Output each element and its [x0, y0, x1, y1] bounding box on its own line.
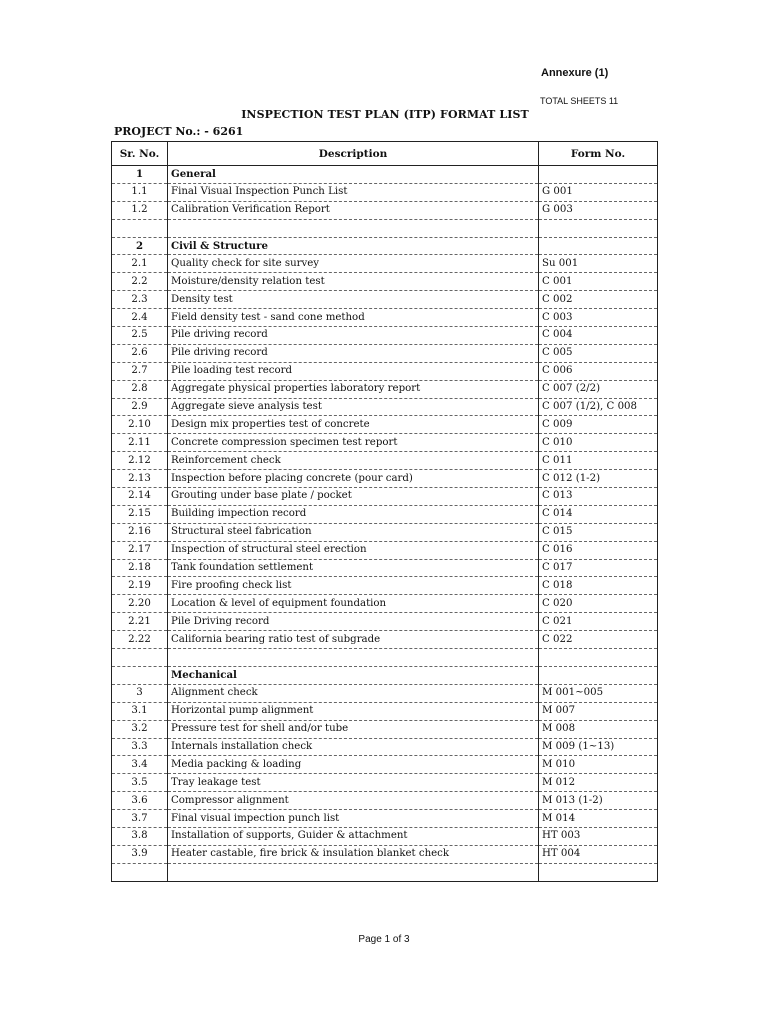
form-no-cell: C 021: [539, 613, 658, 631]
form-no-cell: C 015: [539, 523, 658, 541]
sr-no-cell: 2.4: [112, 309, 168, 327]
table-row: [112, 201, 658, 219]
form-no-cell: [539, 649, 658, 667]
table-row: [112, 380, 658, 398]
form-no-cell: C 005: [539, 344, 658, 362]
sr-no-cell: 2.22: [112, 631, 168, 649]
table-row: [112, 720, 658, 738]
description-cell: Inspection of structural steel erection: [168, 541, 539, 559]
table-row: [112, 613, 658, 631]
description-cell: Installation of supports, Guider & attachment: [168, 827, 539, 845]
description-cell: Grouting under base plate / pocket: [168, 488, 539, 506]
table-row: [112, 631, 658, 649]
form-no-cell: M 010: [539, 756, 658, 774]
description-cell: Design mix properties test of concrete: [168, 416, 539, 434]
sr-no-cell: [112, 649, 168, 667]
sr-no-cell: 1.1: [112, 183, 168, 201]
section-header-row: [112, 237, 658, 255]
description-cell: Concrete compression specimen test report: [168, 434, 539, 452]
description-cell: [168, 649, 539, 667]
table-row: [112, 541, 658, 559]
table-row: [112, 810, 658, 828]
sr-no-cell: 2.10: [112, 416, 168, 434]
sr-no-cell: [112, 666, 168, 684]
description-cell: Alignment check: [168, 684, 539, 702]
sr-no-cell: 2.16: [112, 523, 168, 541]
column-header-sr-no: Sr. No.: [112, 142, 168, 166]
table-row: [112, 649, 658, 667]
description-cell: Fire proofing check list: [168, 577, 539, 595]
sr-no-cell: 2.19: [112, 577, 168, 595]
table-row: [112, 309, 658, 327]
itp-format-table: [111, 141, 658, 882]
description-cell: Media packing & loading: [168, 756, 539, 774]
sr-no-cell: 2.6: [112, 344, 168, 362]
sr-no-cell: 3.9: [112, 845, 168, 863]
description-cell: Reinforcement check: [168, 452, 539, 470]
table-row: [112, 505, 658, 523]
sr-no-cell: 2.2: [112, 273, 168, 291]
sr-no-cell: 2.21: [112, 613, 168, 631]
description-cell: [168, 863, 539, 881]
sr-no-cell: 2.18: [112, 559, 168, 577]
table-row: [112, 827, 658, 845]
form-no-cell: HT 004: [539, 845, 658, 863]
form-no-cell: C 001: [539, 273, 658, 291]
sr-no-cell: 1.2: [112, 201, 168, 219]
description-cell: Final Visual Inspection Punch List: [168, 183, 539, 201]
form-no-cell: [539, 166, 658, 184]
sr-no-cell: 2.3: [112, 291, 168, 309]
table-row: [112, 488, 658, 506]
description-cell: Inspection before placing concrete (pour card): [168, 470, 539, 488]
table-row: [112, 183, 658, 201]
form-no-cell: C 006: [539, 362, 658, 380]
section-header-row: [112, 166, 658, 184]
table-row: [112, 470, 658, 488]
project-number: PROJECT No.: - 6261: [114, 125, 244, 138]
table-row: [112, 452, 658, 470]
description-cell: Mechanical: [168, 666, 539, 684]
table-row: [112, 273, 658, 291]
sr-no-cell: [112, 863, 168, 881]
description-cell: Heater castable, fire brick & insulation blanket check: [168, 845, 539, 863]
sr-no-cell: 2.13: [112, 470, 168, 488]
description-cell: Pressure test for shell and/or tube: [168, 720, 539, 738]
column-header-description: Description: [168, 142, 539, 166]
description-cell: Pile driving record: [168, 327, 539, 345]
table-row: [112, 255, 658, 273]
sr-no-cell: 2.12: [112, 452, 168, 470]
form-no-cell: M 013 (1-2): [539, 792, 658, 810]
description-cell: Density test: [168, 291, 539, 309]
table-row: [112, 416, 658, 434]
table-row: [112, 219, 658, 237]
table-row: [112, 577, 658, 595]
table-body: [112, 166, 658, 882]
form-no-cell: C 018: [539, 577, 658, 595]
form-no-cell: [539, 863, 658, 881]
sr-no-cell: 2.1: [112, 255, 168, 273]
form-no-cell: C 003: [539, 309, 658, 327]
description-cell: [168, 219, 539, 237]
form-no-cell: HT 003: [539, 827, 658, 845]
table-row: [112, 327, 658, 345]
description-cell: Field density test - sand cone method: [168, 309, 539, 327]
table-header: [112, 142, 658, 166]
description-cell: General: [168, 166, 539, 184]
description-cell: Aggregate physical properties laboratory report: [168, 380, 539, 398]
table-row: [112, 595, 658, 613]
table-row: [112, 559, 658, 577]
sr-no-cell: 3.4: [112, 756, 168, 774]
annexure-label: Annexure (1): [541, 67, 609, 79]
form-no-cell: C 004: [539, 327, 658, 345]
description-cell: Tray leakage test: [168, 774, 539, 792]
form-no-cell: M 014: [539, 810, 658, 828]
form-no-cell: C 016: [539, 541, 658, 559]
sr-no-cell: 1: [112, 166, 168, 184]
table-row: [112, 845, 658, 863]
form-no-cell: C 011: [539, 452, 658, 470]
form-no-cell: M 007: [539, 702, 658, 720]
document-title: [0, 108, 768, 121]
form-no-cell: C 014: [539, 505, 658, 523]
table-row: [112, 863, 658, 881]
sr-no-cell: 3.2: [112, 720, 168, 738]
table-row: [112, 291, 658, 309]
table-row: [112, 434, 658, 452]
description-cell: Pile loading test record: [168, 362, 539, 380]
form-no-cell: C 002: [539, 291, 658, 309]
form-no-cell: M 001~005: [539, 684, 658, 702]
table-row: [112, 738, 658, 756]
sr-no-cell: 3.1: [112, 702, 168, 720]
total-sheets-label: TOTAL SHEETS 11: [540, 96, 619, 106]
page-number: Page 1 of 3: [358, 934, 410, 945]
document-title-text: INSPECTION TEST PLAN (ITP) FORMAT LIST: [241, 108, 529, 121]
description-cell: Pile Driving record: [168, 613, 539, 631]
sr-no-cell: 3: [112, 684, 168, 702]
description-cell: Pile driving record: [168, 344, 539, 362]
sr-no-cell: 3.6: [112, 792, 168, 810]
sr-no-cell: 3.5: [112, 774, 168, 792]
sr-no-cell: 2.14: [112, 488, 168, 506]
description-cell: Aggregate sieve analysis test: [168, 398, 539, 416]
form-no-cell: G 001: [539, 183, 658, 201]
form-no-cell: C 022: [539, 631, 658, 649]
description-cell: Location & level of equipment foundation: [168, 595, 539, 613]
sr-no-cell: 2.7: [112, 362, 168, 380]
table-row: [112, 362, 658, 380]
sr-no-cell: 2.9: [112, 398, 168, 416]
description-cell: Civil & Structure: [168, 237, 539, 255]
description-cell: Compressor alignment: [168, 792, 539, 810]
table-row: [112, 756, 658, 774]
form-no-cell: G 003: [539, 201, 658, 219]
form-no-cell: [539, 666, 658, 684]
sr-no-cell: 2.17: [112, 541, 168, 559]
sr-no-cell: 2.5: [112, 327, 168, 345]
sr-no-cell: [112, 219, 168, 237]
form-no-cell: C 007 (2/2): [539, 380, 658, 398]
form-no-cell: C 012 (1-2): [539, 470, 658, 488]
description-cell: Final visual impection punch list: [168, 810, 539, 828]
description-cell: California bearing ratio test of subgrade: [168, 631, 539, 649]
description-cell: Building impection record: [168, 505, 539, 523]
description-cell: Tank foundation settlement: [168, 559, 539, 577]
form-no-cell: M 012: [539, 774, 658, 792]
sr-no-cell: 2.8: [112, 380, 168, 398]
description-cell: Horizontal pump alignment: [168, 702, 539, 720]
description-cell: Structural steel fabrication: [168, 523, 539, 541]
form-no-cell: Su 001: [539, 255, 658, 273]
sr-no-cell: 3.8: [112, 827, 168, 845]
table-row: [112, 523, 658, 541]
form-no-cell: M 008: [539, 720, 658, 738]
table-row: [112, 774, 658, 792]
form-no-cell: C 020: [539, 595, 658, 613]
form-no-cell: C 013: [539, 488, 658, 506]
form-no-cell: M 009 (1~13): [539, 738, 658, 756]
form-no-cell: C 009: [539, 416, 658, 434]
header-row: [112, 142, 658, 166]
form-no-cell: [539, 219, 658, 237]
description-cell: Calibration Verification Report: [168, 201, 539, 219]
description-cell: Moisture/density relation test: [168, 273, 539, 291]
table-row: [112, 684, 658, 702]
form-no-cell: C 017: [539, 559, 658, 577]
sr-no-cell: 2.20: [112, 595, 168, 613]
column-header-form-no: Form No.: [539, 142, 658, 166]
form-no-cell: C 010: [539, 434, 658, 452]
table-row: [112, 344, 658, 362]
table-row: [112, 702, 658, 720]
sr-no-cell: 3.3: [112, 738, 168, 756]
description-cell: Quality check for site survey: [168, 255, 539, 273]
table-row: [112, 398, 658, 416]
form-no-cell: C 007 (1/2), C 008: [539, 398, 658, 416]
sr-no-cell: 2.15: [112, 505, 168, 523]
sr-no-cell: 2: [112, 237, 168, 255]
table-row: [112, 792, 658, 810]
form-no-cell: [539, 237, 658, 255]
section-header-row: [112, 666, 658, 684]
sr-no-cell: 2.11: [112, 434, 168, 452]
sr-no-cell: 3.7: [112, 810, 168, 828]
description-cell: Internals installation check: [168, 738, 539, 756]
